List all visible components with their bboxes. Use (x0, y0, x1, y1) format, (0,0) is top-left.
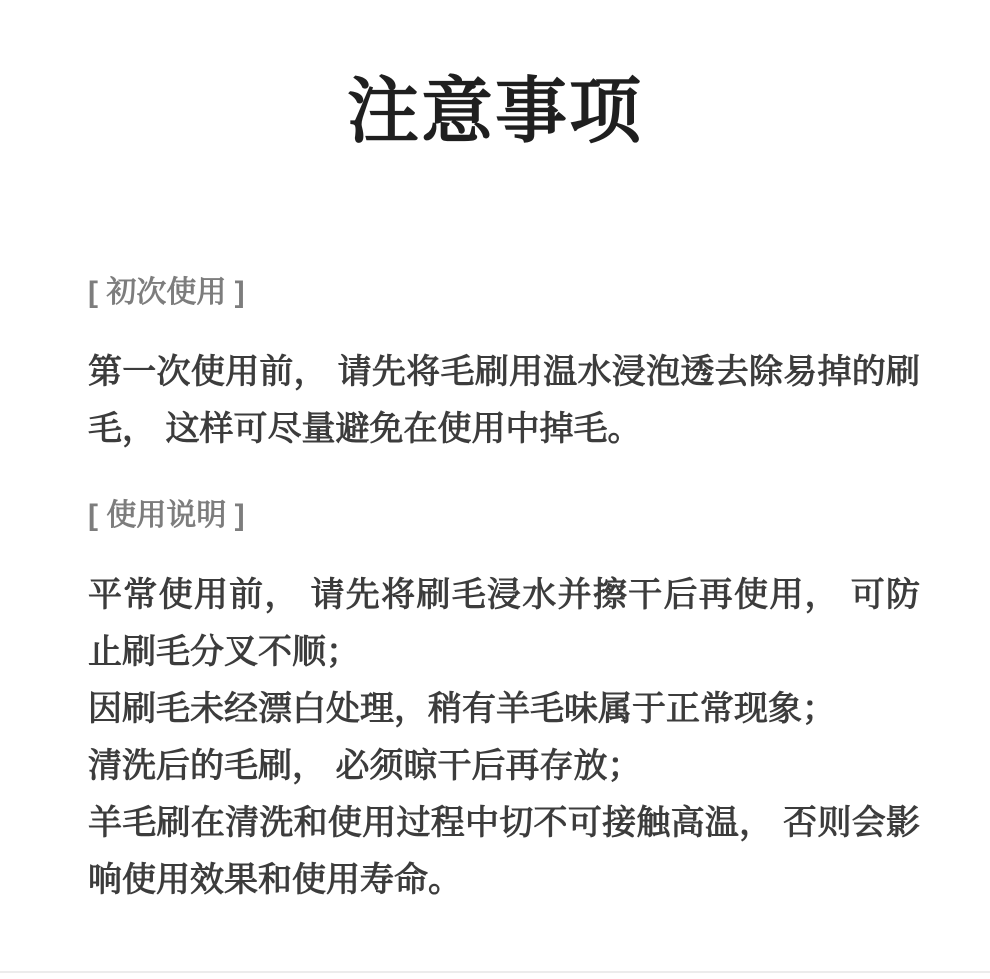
paragraph-usage-3: 清洗后的毛刷， 必须晾干后再存放； (88, 747, 642, 785)
paragraph-usage-1: 平常使用前， 请先将刷毛浸水并擦干后再使用， 可防止刷毛分叉不顺； (88, 576, 920, 671)
page-title: 注意事项 (346, 72, 643, 152)
paragraph-usage-4: 羊毛刷在清洗和使用过程中切不可接触高温， 否则会影响使用效果和使用寿命。 (88, 804, 920, 899)
section-label-usage-instructions: [ 使用说明 ] (88, 499, 245, 532)
section-label-first-use: [ 初次使用 ] (88, 276, 245, 309)
paragraph-usage-2: 因刷毛未经漂白处理，稍有羊毛味属于正常现象； (88, 690, 836, 728)
paragraph-first-use: 第一次使用前， 请先将毛刷用温水浸泡透去除易掉的刷毛， 这样可尽量避免在使用中掉毛。 (88, 353, 920, 448)
bottom-divider (0, 971, 990, 973)
